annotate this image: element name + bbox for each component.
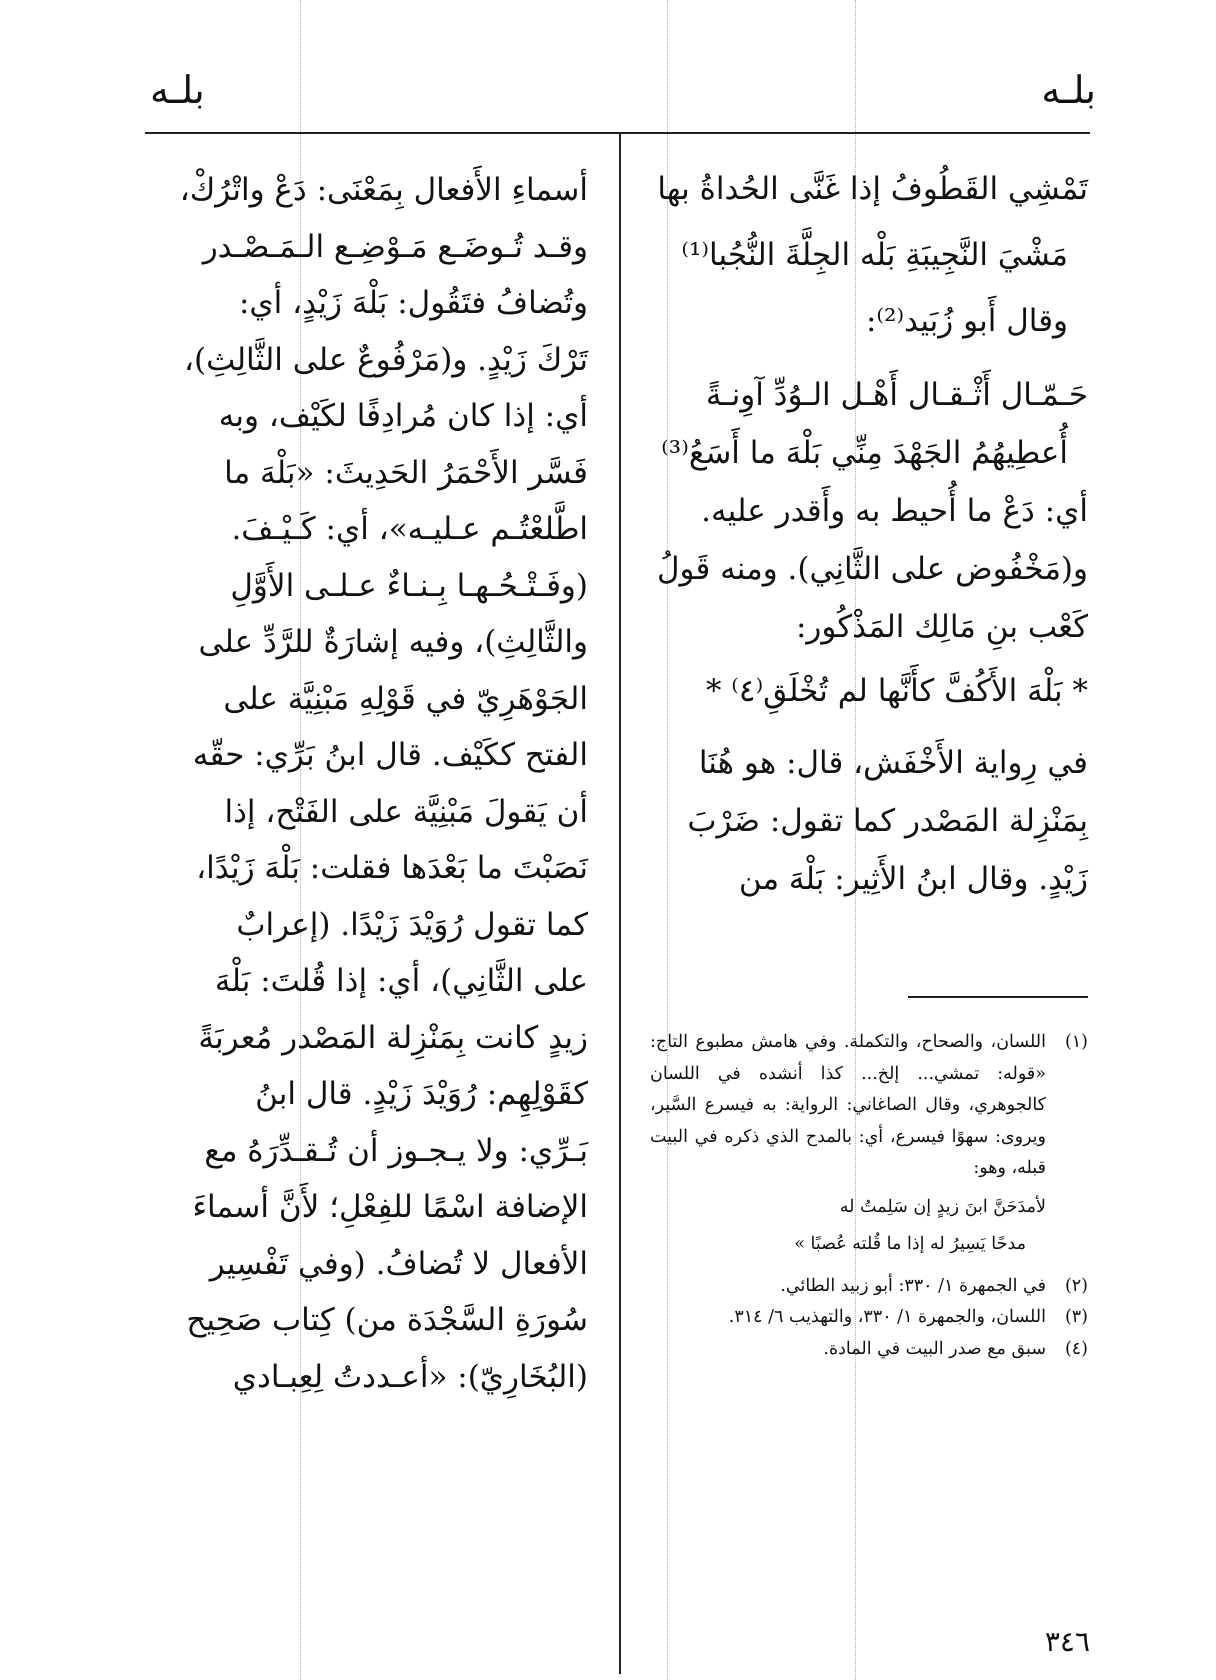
running-header-right: بلـه (1041, 68, 1096, 112)
footnote-number: (٣) (1064, 1307, 1088, 1327)
text-line: أسماءِ الأَفعال بِمَعْنَى: دَعْ واتْرُكْ، (179, 172, 588, 208)
text-line: (وفَـتْـحُـهـا بِـنـاءٌ عـلـى الأَوَّلِ (230, 567, 588, 604)
footnote (650, 1302, 1088, 1334)
footnote-number: (٤) (1064, 1338, 1088, 1359)
text-line: اطَّلعْتُـم عـليـه»، أي: كَـيْـفَ. (231, 511, 588, 547)
footnotes (650, 1027, 1088, 1365)
text-line: وتُضافُ فتَقُول: بَلْهَ زَيْدٍ، أي: (238, 285, 588, 321)
text-line: (البُخَارِيّ): «أعـددتُ لِعِبـادي (232, 1358, 588, 1395)
text-line: أي: إذا كان مُرادِفًا لكَيْف، وبه (218, 398, 588, 434)
footnote-verse-line: لأمدَحَنَّ ابنَ زيدٍ إن سَلِمتُ له (839, 1196, 1046, 1217)
text-line: كقَوْلِهِم: رُوَيْدَ زَيْدٍ. قال ابنُ (255, 1076, 588, 1112)
text-line: وقـد تُـوضَـع مَـوْضِـع الـمَـصْـدر (202, 228, 588, 265)
header-rule (145, 132, 1090, 134)
text-line: زَيْدٍ. وقال ابنُ الأَثِير: بَلْهَ من (738, 861, 1088, 897)
verse-line: مَشْيَ النَّجِيبَةِ بَلْه الجِلَّةَ النُّجُبا⁽¹⁾ (681, 237, 1068, 273)
footnote-text: اللسان، والجمهرة ١/ ٣٣٠، والتهذيب ٦/ ٣١٤. (728, 1307, 1046, 1327)
right-column (650, 160, 1088, 908)
footnote (650, 1027, 1088, 1185)
left-column (148, 162, 588, 1405)
text-line: كَعْب بنِ مَالِك المَذْكُور: (795, 609, 1088, 645)
footnote-rule (908, 996, 1088, 998)
text-line: في رِواية الأَخْفَش، قال: هو هُنَا (698, 745, 1088, 781)
text-line: بِمَنْزِلة المَصْدر كما تقول: ضَرْبَ (687, 803, 1088, 839)
text-line: على الثَّانِي)، أي: إذا قُلتَ: بَلْهَ (214, 963, 588, 999)
text-line: الجَوْهَرِيّ في قَوْلِهِ مَبْنِيَّة على (223, 680, 588, 717)
footnote-number: (٢) (1064, 1275, 1088, 1296)
footnote (650, 1334, 1088, 1366)
text-line: الأفعال لا تُضافُ. (وفي تَفْسِير (209, 1245, 588, 1282)
column-divider (619, 134, 621, 1674)
text-line: وقال أَبو زُبَيد⁽²⁾: (865, 303, 1068, 339)
text-line: كما تقول رُوَيْدَ زَيْدًا. (إعرابٌ (236, 906, 588, 943)
verse-line: أُعطِيهُمُ الجَهْدَ مِنِّي بَلْهَ ما أَسَعُ⁽³⁾ (661, 435, 1068, 471)
text-line: زيدٍ كانت بِمَنْزِلة المَصْدر مُعربَةً (198, 1019, 588, 1056)
footnote-text: في الجمهرة ١/ ٣٣٠: أبو زبيد الطائي. (780, 1275, 1046, 1296)
footnote-verse-line: مدحًا يَسِيرُ له إذا ما قُلته عُصبًا » (794, 1233, 1026, 1254)
text-line: سُورَةِ السَّجْدَة من) كِتاب صَحِيح (186, 1302, 588, 1338)
text-line: الإضافة اسْمًا للفِعْلِ؛ لأَنَّ أسماءَ (192, 1189, 588, 1225)
page-number: ٣٤٦ (1044, 1625, 1090, 1658)
footnote-text: سبق مع صدر البيت في المادة. (823, 1338, 1046, 1359)
verse-line: حَـمّـال أَثْـقـال أَهْـل الـوُدِّ آوِنـةً (705, 377, 1088, 413)
text-line: نَصَبْتَ ما بَعْدَها فقلت: بَلْهَ زَيْدًا، (196, 850, 588, 886)
text-line: و(مَخْفُوض على الثَّانِي). ومنه قَولُ (656, 551, 1088, 587)
verse-line: تَمْشِي القَطُوفُ إذا غَنَّى الحُداةُ بها (657, 171, 1088, 207)
text-line: أن يَقولَ مَبْنِيَّة على الفَتْح، إذا (224, 793, 588, 830)
footnote-number: (١) (1064, 1032, 1088, 1052)
text-line: أي: دَعْ ما أُحيط به وأَقدر عليه. (701, 493, 1088, 529)
text-line: تَرْكَ زَيْدٍ. و(مَرْفُوعٌ على الثَّالِثِ)، (184, 341, 588, 378)
text-line: بَـرِّي: ولا يـجـوز أن تُـقـدِّرَهُ مع (204, 1132, 588, 1169)
text-line: الفتح ككَيْف. قال ابنُ بَرِّي: حقّه (192, 737, 588, 773)
running-header-left: بلـه (150, 68, 205, 112)
hemistich-line: * بَلْهَ الأَكُفَّ كأَنَّها لم تُخْلَقِ⁽٤⁾ * (705, 673, 1088, 709)
text-line: فَسَّر الأَحْمَرُ الحَدِيثَ: «بَلْهَ ما (224, 454, 588, 491)
text-line: والثَّالِثِ)، وفيه إشارَةٌ للرَّدِّ على (198, 624, 588, 660)
footnote (650, 1271, 1088, 1303)
footnote-text: اللسان، والصحاح، والتكملة. وفي هامش مطبوع التاج: «قوله: تمشي... إلخ... كذا أنشده في اللسان كالجوهري، وقال الصاغاني: الرواية: به فيسرع السَّير، ويروى: سهوًا فيسرع، أي: بالمدح الذي ذكره في البيت قبله، وهو: (650, 1032, 1046, 1178)
